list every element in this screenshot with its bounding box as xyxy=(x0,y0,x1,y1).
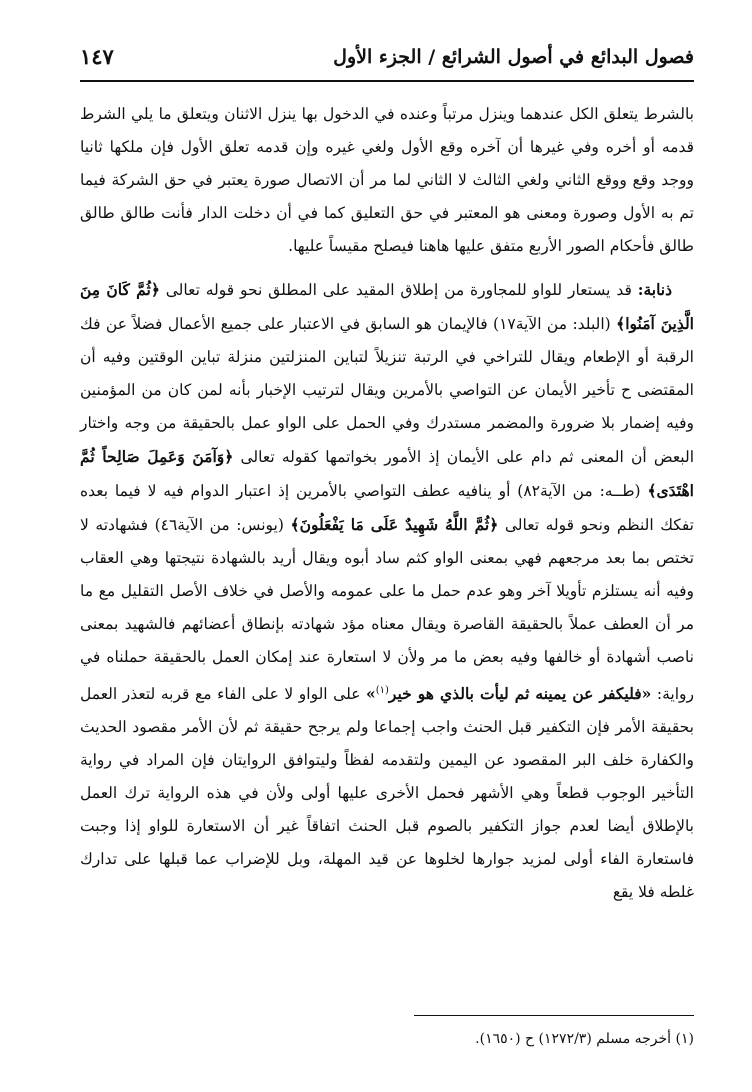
paragraph-2-segment-4: (يونس: من الآية٤٦) فشهادته لا تختص بما بعد مرجعهم فهي بمعنى الواو كثم ساد أبوه ويقال أريد بالشهادة نتيجتها وهي العقاب وفيه أنه يستلزم تأويلا آخر وهو عدم حمل ما على عمومه والأصل في خلاف الأصل التقليل مع ما مر أن العطف عملاً بالحقيقة القاصرة ويقال معناه مؤد شهادته بإنطاق أعضائهم فالشهيد بمعنى ناصب أشهادة أو خالفها وفيه بعض ما مر ولأن لا استعارة عند إمكان العمل بالحقيقة حملناه في رواية: xyxy=(80,516,694,704)
footnote-rule xyxy=(414,1015,694,1016)
paragraph-2 xyxy=(80,273,694,909)
running-title: فصول البدائع في أصول الشرائع / الجزء الأول xyxy=(333,46,694,68)
quran-verse-2: ﴿وَآمَنَ وَعَمِلَ صَالِحاً ثُمَّ اهْتَدَى﴾ xyxy=(80,447,694,500)
paragraph-2-segment-1: قد يستعار للواو للمجاورة من إطلاق المقيد على المطلق نحو قوله تعالى xyxy=(165,281,632,299)
hadith-quote-close: » xyxy=(366,684,376,704)
quran-verse-1: ﴿ثُمَّ كَانَ مِنَ الَّذِينَ آمَنُوا﴾ xyxy=(80,280,694,333)
page-header xyxy=(80,42,694,88)
page-number: ١٤٧ xyxy=(80,44,114,69)
footnote: (١) أخرجه مسلم (١٢٧٢/٣) ح (١٦٥٠). xyxy=(475,1031,694,1047)
footnote-reference: (١) xyxy=(375,685,389,696)
body-text xyxy=(80,98,694,909)
paragraph-2-segment-5: على الواو لا على الفاء مع قربه لتعذر العمل بحقيقة الأمر فإن التكفير قبل الحنث واجب إجماعا ولم يرجح حقيقة ثم لأن الأمر مقصود الحديث والكفارة خلف البر المقصود عن اليمين ولتقدمه لفظاً وليتوافق الروايتان فإن المراد في رواية التأخير الوجوب قطعاً وهي الأشهر فحمل الأخرى عليها أولى ولأن في هذه الرواية ترك العمل بالإطلاق أيضا لعدم جواز التكفير بالصوم قبل الحنث اتفاقاً غير أن الاستعارة للواو إذا وجبت فاستعارة الفاء أولى لمزيد جوارها لخلوها عن قيد المهلة، وبل للإضراب عما قبلها على تدارك غلطه فلا يقع xyxy=(80,685,694,902)
section-label: ذنابة: xyxy=(637,280,673,299)
hadith-quote: «فليكفر عن يمينه ثم ليأت بالذي هو خير xyxy=(388,684,652,704)
paragraph-2-segment-2: (البلد: من الآية١٧) فالإيمان هو السابق في الاعتبار على جميع الأعمال فضلاً عن فك الرقبة أو الإطعام ويقال للتراخي في الرتبة تنزيلاً لتباين المنزلتين منزلة تباين الوقتين وفيه أن المقتضى ح تأخير الأيمان عن التواصي بالأمرين ويقال لترتيب الإخبار بأنه لمن كان من المؤمنين وفيه إضمار بلا ضرورة والمضمر مستدرك وفي الحمل على الواو عمل بالحقيقة من وجه واختار البعض أن المعنى ثم دام على الأيمان إذ الأمور بخواتمها كقوله تعالى xyxy=(80,315,695,466)
quran-verse-3: ﴿ثُمَّ اللَّهُ شَهِيدٌ عَلَى مَا يَفْعَلُونَ﴾ xyxy=(290,515,499,534)
paragraph-1: بالشرط يتعلق الكل عندهما وينزل مرتباً وعنده في الدخول بها ينزل الاثنان ويتعلق ما يلي الشرط قدمه أو أخره وفي غيرها أن آخره وقع الأول ولغي غيره وإن قدمه تعلق الأول فإن ملكها ثانيا ووجد وقع ووقع الثاني ولغي الثالث لا الثاني لما مر أن الاتصال صورة يعتبر في حق الشركة فيما تم به الأول وصورة ومعنى هو المعتبر في حق التعليق كما في أن دخلت الدار فأنت طالق طالق طالق فأحكام الصور الأربع متفق عليها هاهنا فيصلح مقيساً عليها. xyxy=(80,105,694,255)
header-rule xyxy=(80,80,694,82)
paragraph-2-segment-3: (طــه: من الآية٨٢) أو ينافيه عطف التواصي بالأمرين إذ اعتبار الدوام فيه لا فيما بعده تفكك النظم ونحو قوله تعالى xyxy=(80,482,694,534)
